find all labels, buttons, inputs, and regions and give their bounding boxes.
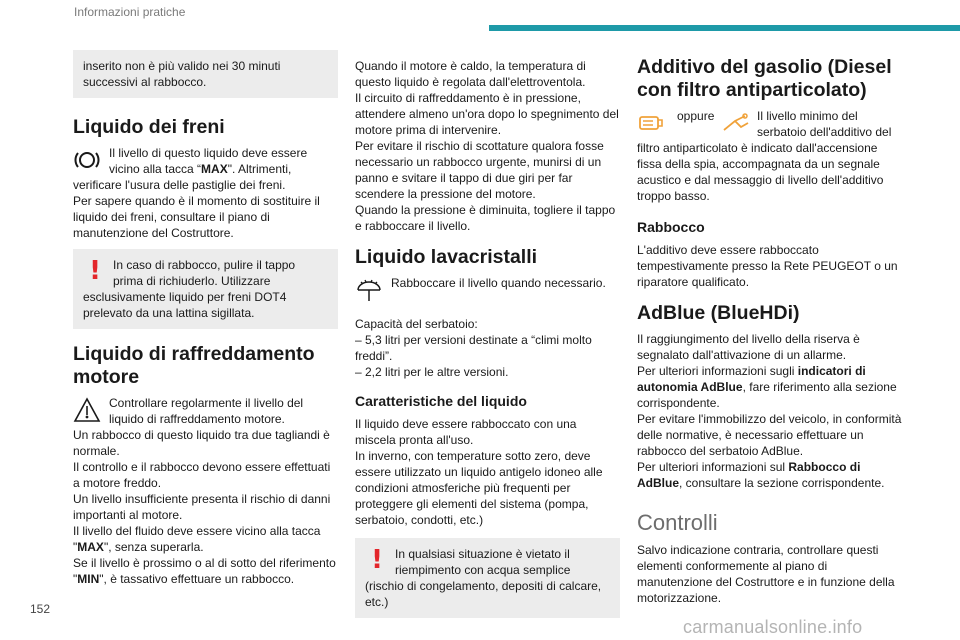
coolant-hot-text: Quando il motore è caldo, la temperatura di questo liquido è regolata dall'elettroventola.: [355, 59, 586, 89]
coolant-burn-text: Per evitare il rischio di scottature qualora fosse necessario un rabbocco urgente, munirsi di un panno e svitare il tappo di due giri per far scendere la pressione del motore.: [355, 139, 604, 201]
page-header-title: Informazioni pratiche: [74, 5, 186, 19]
heading-washer-fluid: Liquido lavacristalli: [355, 246, 538, 268]
coolant-text-5: Il livello del fluido deve essere vicino alla tacca "MAX", senza superarla.: [73, 524, 321, 554]
coolant-text-6: Se il livello è prossimo o al di sotto del riferimento "MIN", è tassativo effettuare un rabbocco.: [73, 556, 336, 586]
washer-text-1: Rabboccare il livello quando necessario.: [391, 276, 606, 290]
additive-text: Il livello minimo del serbatoio dell'additivo del filtro antiparticolato è indicato dall'accensione fissa della spia, accompagnata da un segnale acustico e dal messaggio di livello dell'additivo troppo basso.: [637, 109, 892, 203]
coolant-section: [73, 395, 338, 587]
warning-brake-fluid: [73, 249, 338, 329]
coolant-text-3: Il controllo e il rabbocco devono essere effettuati a motore freddo.: [73, 460, 331, 490]
note-previous-continuation: [73, 50, 338, 98]
column-left: [73, 50, 338, 587]
watermark: carmanualsonline.info: [683, 617, 863, 637]
additive-section: [637, 108, 902, 204]
warning-icon: !: [371, 545, 383, 575]
warning-text: In caso di rabbocco, pulire il tappo prima di richiuderlo. Utilizzare esclusivamente liquido per freni DOT4 prelevato da una lattina sigillata.: [83, 258, 296, 320]
column-right: [637, 56, 902, 606]
chars-text-2: In inverno, con temperature sotto zero, deve essere utilizzato un liquido antigelo idoneo alle condizioni atmosferiche più frequenti per proteggere gli elementi del sistema (pompa, serbatoio, condotti, etc.): [355, 449, 603, 527]
heading-fluid-characteristics: Caratteristiche del liquido: [355, 393, 527, 409]
washer-capacity: Capacità del serbatoio:: [355, 317, 478, 331]
chars-text-1: Il liquido deve essere rabboccato con una miscela pronta all'uso.: [355, 417, 577, 447]
oppure-label: oppure: [677, 109, 715, 123]
washer-capacity-cold: – 5,3 litri per versioni destinate a “climi molto freddi”.: [355, 333, 592, 363]
additive-filter-icon: [721, 112, 751, 138]
washer-section: [355, 275, 620, 380]
brake-fluid-section: [73, 145, 338, 241]
brake-fluid-icon: [73, 146, 101, 176]
coolant-cap-text: Quando la pressione è diminuita, togliere il tappo e rabboccare il livello.: [355, 203, 616, 233]
warning-water-fill: [355, 538, 620, 618]
heading-coolant: Liquido di raffreddamento motore: [73, 343, 315, 388]
additive-icons: [637, 108, 755, 140]
coolant-text-4: Un livello insufficiente presenta il rischio di danni importanti al motore.: [73, 492, 331, 522]
adblue-text-4: Per ulteriori informazioni sul Rabbocco di AdBlue, consultare la sezione corrispondente.: [637, 460, 885, 490]
adblue-text-1: Il raggiungimento del livello della riserva è segnalato dall'attivazione di un allarme.: [637, 332, 860, 362]
warning-icon: !: [89, 256, 101, 286]
washer-capacity-other: – 2,2 litri per le altre versioni.: [355, 365, 509, 379]
heading-adblue: AdBlue (BlueHDi): [637, 302, 800, 324]
coolant-pressure-text: Il circuito di raffreddamento è in pressione, attendere almeno un'ora dopo lo spegnimento del motore prima di intervenire.: [355, 91, 619, 137]
adblue-text-3: Per evitare l'immobilizzo del veicolo, in conformità delle normative, è necessario effettuare un rabbocco del serbatoio AdBlue.: [637, 412, 902, 458]
fuel-additive-icon: [637, 112, 665, 138]
column-middle: [355, 58, 620, 618]
refill-text: L'additivo deve essere rabboccato tempestivamente presso la Rete PEUGEOT o un riparatore qualificato.: [637, 243, 898, 289]
heading-refill: Rabbocco: [637, 219, 705, 235]
heading-diesel-additive: Additivo del gasolio (Diesel con filtro antiparticolato): [637, 56, 892, 101]
heading-checks: Controlli: [637, 510, 718, 535]
checks-text: Salvo indicazione contraria, controllare questi elementi conformemente al piano di manutenzione del Costruttore e in funzione della motorizzazione.: [637, 543, 895, 605]
coolant-text-1: Controllare regolarmente il livello del liquido di raffreddamento motore.: [109, 396, 304, 426]
coolant-warning-icon: [73, 396, 101, 426]
page-number: 152: [30, 602, 51, 616]
brake-fluid-text-2: Per sapere quando è il momento di sostituire il liquido dei freni, consultare il piano di manutenzione del Costruttore.: [73, 194, 320, 240]
note-text: inserito non è più valido nei 30 minuti successivi al rabbocco.: [83, 59, 281, 89]
warning-text: In qualsiasi situazione è vietato il riempimento con acqua semplice (rischio di congelamento, depositi di calcare, etc.): [365, 547, 602, 609]
coolant-text-2: Un rabbocco di questo liquido tra due tagliandi è normale.: [73, 428, 330, 458]
washer-fluid-icon: [355, 276, 383, 306]
adblue-text-2: Per ulteriori informazioni sugli indicatori di autonomia AdBlue, fare riferimento alla sezione corrispondente.: [637, 364, 897, 410]
heading-brake-fluid: Liquido dei freni: [73, 116, 225, 138]
header-accent-bar: [489, 25, 960, 31]
brake-fluid-text-1: Il livello di questo liquido deve essere vicino alla tacca “MAX". Altrimenti, verificare l'usura delle pastiglie dei freni.: [73, 146, 308, 192]
